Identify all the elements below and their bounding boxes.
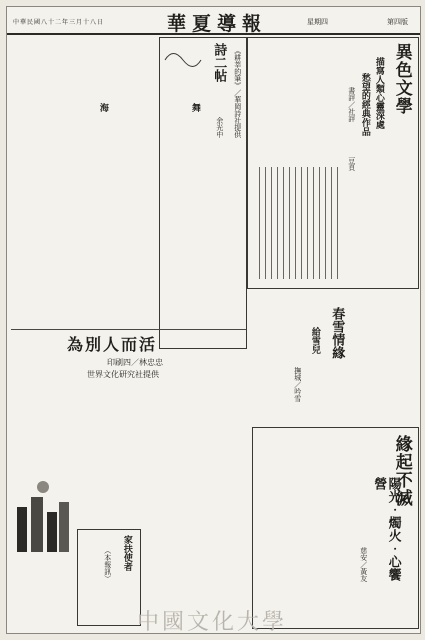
a1-byline: 書評／社評 xyxy=(347,87,356,122)
a4-title: 為別人而活 xyxy=(67,335,158,354)
vine-ornament xyxy=(163,45,203,75)
a2-byline: 余光中 xyxy=(215,117,224,138)
a2-header: 《耕莘的筆》／華岡詩社提供 xyxy=(233,47,242,138)
a1-body-texture xyxy=(257,167,345,279)
a4-sub: 世界文化研究社提供 xyxy=(87,370,159,379)
a1-title: 異色文學 xyxy=(391,43,412,115)
watermark: 中國文化大學 xyxy=(137,610,288,635)
newspaper-page xyxy=(6,6,421,634)
masthead-weekday: 星期四 xyxy=(307,18,328,26)
a6-title: 家扶使者 xyxy=(121,535,132,571)
masthead-page: 第四版 xyxy=(387,18,408,26)
city-illustration xyxy=(13,477,73,557)
masthead xyxy=(7,7,420,35)
a2-poem-title: 舞 xyxy=(189,103,200,112)
masthead-date: 中華民國八十二年三月十八日 xyxy=(13,19,105,26)
masthead-title: 華夏導報 xyxy=(167,13,268,35)
a2-poem-title2: 海 xyxy=(97,103,108,112)
a5-title: 緣起不滅 xyxy=(391,435,412,507)
a3-byline: 給雪兒 xyxy=(309,327,320,354)
a1-author: 豆頁 xyxy=(347,157,356,171)
a5-subtitle: 陽光‧燭火‧心饗營 xyxy=(371,477,401,581)
a6-byline: （本報訊） xyxy=(103,547,112,582)
a1-subtitle2: 愁望的經典作品 xyxy=(359,73,370,136)
a1-subtitle1: 描寫人類心靈深處 xyxy=(373,57,384,129)
a3-title: 春雪情緣 xyxy=(329,307,345,359)
a2-title: 詩二帖 xyxy=(211,43,227,82)
a5-byline: 慈安／黃友 xyxy=(359,547,368,582)
divider-a4-top xyxy=(11,329,246,330)
a3-author: 撫城／吟雪 xyxy=(293,367,302,402)
a4-byline: 印刷四／林忠忠 xyxy=(107,358,163,367)
